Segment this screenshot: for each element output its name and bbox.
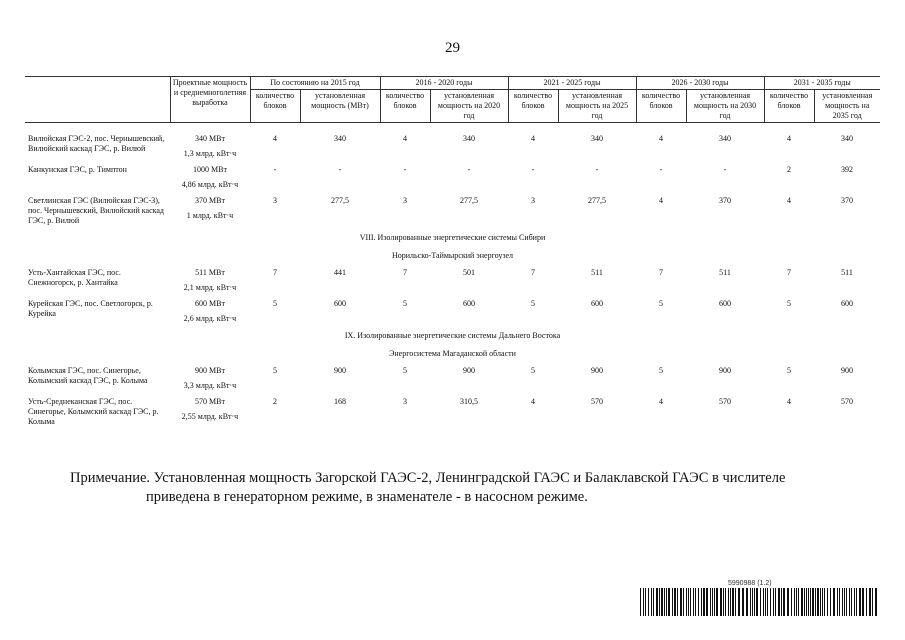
table-cell: - bbox=[467, 165, 471, 174]
plant-capacity bbox=[170, 394, 250, 430]
table-cell: 3 bbox=[273, 196, 277, 205]
table-cell: 900 bbox=[334, 366, 346, 375]
table-cell: 600 bbox=[463, 299, 476, 308]
subsection-heading: Энергосистема Магаданской области bbox=[389, 349, 516, 358]
table-cell: 2 bbox=[273, 397, 277, 406]
table-cell: 570 bbox=[841, 397, 854, 406]
power-header-2026-2030: установленная мощность на 2030 год bbox=[686, 90, 764, 123]
table-cell: 2 bbox=[787, 165, 792, 174]
table-cell: 570 bbox=[591, 397, 604, 406]
table-cell: 900 bbox=[719, 366, 732, 375]
table-header bbox=[25, 77, 880, 123]
table-cell: 5 bbox=[403, 299, 408, 308]
annual-generation: 4,86 млрд. кВт·ч bbox=[181, 180, 239, 189]
table-cell: 4 bbox=[273, 134, 277, 143]
subsection-heading: Норильско-Таймырский энергоузел bbox=[391, 251, 514, 260]
table-cell: 511 bbox=[841, 268, 853, 277]
table-cell: 310,5 bbox=[460, 397, 479, 406]
design-capacity: 511 МВт bbox=[195, 268, 225, 277]
design-capacity: 370 МВт bbox=[195, 196, 225, 205]
table-cell: - bbox=[659, 165, 663, 174]
group-header-2016-2020: 2016 - 2020 годы bbox=[380, 77, 508, 90]
table-cell: 4 bbox=[659, 196, 664, 205]
table-cell: 4 bbox=[659, 397, 664, 406]
subsection-heading-row bbox=[25, 345, 880, 363]
barcode-label: 5990988 (1.2) bbox=[728, 580, 772, 587]
group-header-2015: По состоянию на 2015 год bbox=[250, 77, 380, 90]
table-cell: 511 bbox=[719, 268, 731, 277]
plant-name: Светлинская ГЭС (Вилюйская ГЭС-3), пос. Чернышевский, Вилюйский каскад ГЭС, р. Вилюй bbox=[28, 196, 164, 225]
table-cell: 900 bbox=[591, 366, 604, 375]
table-body bbox=[25, 123, 880, 431]
table-cell: 340 bbox=[463, 134, 476, 143]
annual-generation: 2,1 млрд. кВт·ч bbox=[183, 283, 237, 292]
table-cell: - bbox=[403, 165, 407, 174]
table-cell: 277,5 bbox=[331, 196, 349, 205]
count-header-2031-2035: количество блоков bbox=[764, 90, 814, 123]
plant-capacity bbox=[170, 193, 250, 229]
design-capacity: 340 МВт bbox=[195, 134, 225, 143]
table-cell: - bbox=[531, 165, 535, 174]
footnote-line-1: Примечание. Установленная мощность Загорской ГАЭС-2, Ленинградской ГАЭС и Балаклавской ГАЭС в числителе bbox=[70, 470, 786, 486]
plant-name: Колымская ГЭС, пос. Синегорье, Колымский каскад ГЭС, р. Колыма bbox=[28, 366, 148, 385]
table-cell: 570 bbox=[719, 397, 732, 406]
table-cell: 4 bbox=[659, 134, 664, 143]
count-header-2021-2025: количество блоков bbox=[508, 90, 558, 123]
table-cell: - bbox=[595, 165, 599, 174]
table-cell: 370 bbox=[841, 196, 854, 205]
table-cell: - bbox=[338, 165, 342, 174]
table-cell: 340 bbox=[841, 134, 854, 143]
table-cell: 4 bbox=[403, 134, 408, 143]
table-row bbox=[25, 131, 880, 162]
table-cell: 4 bbox=[531, 134, 536, 143]
annual-generation: 1 млрд. кВт·ч bbox=[186, 211, 234, 220]
table-cell: 5 bbox=[659, 366, 664, 375]
section-heading: VIII. Изолированные энергетические системы Сибири bbox=[359, 233, 546, 242]
annual-generation: 3,3 млрд. кВт·ч bbox=[183, 381, 237, 390]
table-cell: 392 bbox=[841, 165, 854, 174]
power-header-2016-2020: установленная мощность на 2020 год bbox=[430, 90, 508, 123]
table-cell: 441 bbox=[334, 268, 346, 277]
section-heading-row bbox=[25, 229, 880, 247]
table-cell: 600 bbox=[334, 299, 346, 308]
design-capacity: 1000 МВт bbox=[193, 165, 227, 174]
table-cell: 5 bbox=[403, 366, 408, 375]
table-cell: 7 bbox=[273, 268, 277, 277]
subsection-heading-row bbox=[25, 247, 880, 265]
table-cell: 277,5 bbox=[460, 196, 479, 205]
table-cell: - bbox=[723, 165, 727, 174]
table-cell: 7 bbox=[659, 268, 664, 277]
plant-name: Усть-Хантайская ГЭС, пос. Снежногорск, р. Хантайка bbox=[28, 268, 121, 287]
table-cell: 5 bbox=[659, 299, 664, 308]
table-cell: 900 bbox=[841, 366, 854, 375]
table-cell: 900 bbox=[463, 366, 476, 375]
table-row bbox=[25, 296, 880, 327]
group-header-2021-2025: 2021 - 2025 годы bbox=[508, 77, 636, 90]
plant-capacity bbox=[170, 363, 250, 394]
table-cell: 600 bbox=[841, 299, 854, 308]
count-header-2026-2030: количество блоков bbox=[636, 90, 686, 123]
table-cell: 4 bbox=[531, 397, 536, 406]
count-header-2015: количество блоков bbox=[250, 90, 300, 123]
design-capacity: 600 МВт bbox=[195, 299, 225, 308]
capacity-table-container bbox=[25, 76, 880, 430]
table-cell: 4 bbox=[787, 397, 792, 406]
table-row bbox=[25, 394, 880, 430]
table-cell: 5 bbox=[531, 299, 536, 308]
plant-name: Канкунская ГЭС, р. Тимптон bbox=[28, 165, 127, 174]
annual-generation: 2,6 млрд. кВт·ч bbox=[183, 314, 237, 323]
section-heading-row bbox=[25, 327, 880, 345]
group-header-2026-2030: 2026 - 2030 годы bbox=[636, 77, 764, 90]
name-column-header bbox=[25, 77, 170, 123]
table-cell: 4 bbox=[787, 134, 792, 143]
annual-generation: 1,3 млрд. кВт·ч bbox=[183, 149, 237, 158]
count-header-2016-2020: количество блоков bbox=[380, 90, 430, 123]
plant-name: Усть-Среднеканская ГЭС, пос. Синегорье, Колымский каскад ГЭС, р. Колыма bbox=[28, 397, 159, 426]
power-header-2021-2025: установленная мощность на 2025 год bbox=[558, 90, 636, 123]
table-cell: 5 bbox=[787, 299, 792, 308]
power-header-2031-2035: установленная мощность на 2035 год bbox=[814, 90, 880, 123]
footnote-line-2: приведена в генераторном режиме, в знаменателе - в насосном режиме. bbox=[146, 489, 588, 505]
design-capacity: 570 МВт bbox=[195, 397, 225, 406]
table-cell: 7 bbox=[787, 268, 792, 277]
table-cell: 4 bbox=[787, 196, 792, 205]
table-cell: 340 bbox=[719, 134, 732, 143]
table-row bbox=[25, 162, 880, 193]
table-cell: - bbox=[273, 165, 277, 174]
plant-capacity bbox=[170, 162, 250, 193]
table-cell: 5 bbox=[531, 366, 536, 375]
power-header-2015: установленная мощность (МВт) bbox=[300, 90, 380, 123]
table-cell: 277,5 bbox=[588, 196, 607, 205]
capacity-column-header: Проектные мощность и среднемноголетняя выработка bbox=[170, 77, 250, 123]
table-cell: 600 bbox=[591, 299, 604, 308]
table-cell: 5 bbox=[273, 366, 277, 375]
plant-name: Вилюйская ГЭС-2, пос. Чернышевский, Вилюйский каскад ГЭС, р. Вилюй bbox=[28, 134, 165, 153]
barcode-icon bbox=[640, 588, 880, 616]
table-cell: 340 bbox=[591, 134, 604, 143]
capacity-table bbox=[25, 76, 880, 430]
table-cell: 7 bbox=[531, 268, 536, 277]
document-barcode bbox=[640, 580, 880, 616]
section-heading: IX. Изолированные энергетические системы Дальнего Востока bbox=[344, 331, 561, 340]
table-cell: 501 bbox=[463, 268, 476, 277]
plant-capacity bbox=[170, 296, 250, 327]
plant-name: Курейская ГЭС, пос. Светлогорск, р. Курейка bbox=[28, 299, 153, 318]
annual-generation: 2,55 млрд. кВт·ч bbox=[181, 412, 239, 421]
plant-capacity bbox=[170, 131, 250, 162]
plant-capacity bbox=[170, 265, 250, 296]
table-row bbox=[25, 265, 880, 296]
table-row bbox=[25, 363, 880, 394]
table-cell: 5 bbox=[273, 299, 277, 308]
table-cell: 5 bbox=[787, 366, 792, 375]
table-cell: 3 bbox=[403, 196, 408, 205]
table-cell: 168 bbox=[334, 397, 346, 406]
table-cell: 340 bbox=[334, 134, 346, 143]
table-cell: 7 bbox=[403, 268, 408, 277]
table-cell: 370 bbox=[719, 196, 732, 205]
table-cell: 511 bbox=[591, 268, 603, 277]
table-row bbox=[25, 193, 880, 229]
table-cell: 3 bbox=[531, 196, 536, 205]
group-header-2031-2035: 2031 - 2035 годы bbox=[764, 77, 880, 90]
footnote bbox=[70, 469, 880, 507]
table-cell: 600 bbox=[719, 299, 732, 308]
table-cell: 3 bbox=[403, 397, 408, 406]
page-number: 29 bbox=[445, 40, 460, 56]
design-capacity: 900 МВт bbox=[195, 366, 225, 375]
